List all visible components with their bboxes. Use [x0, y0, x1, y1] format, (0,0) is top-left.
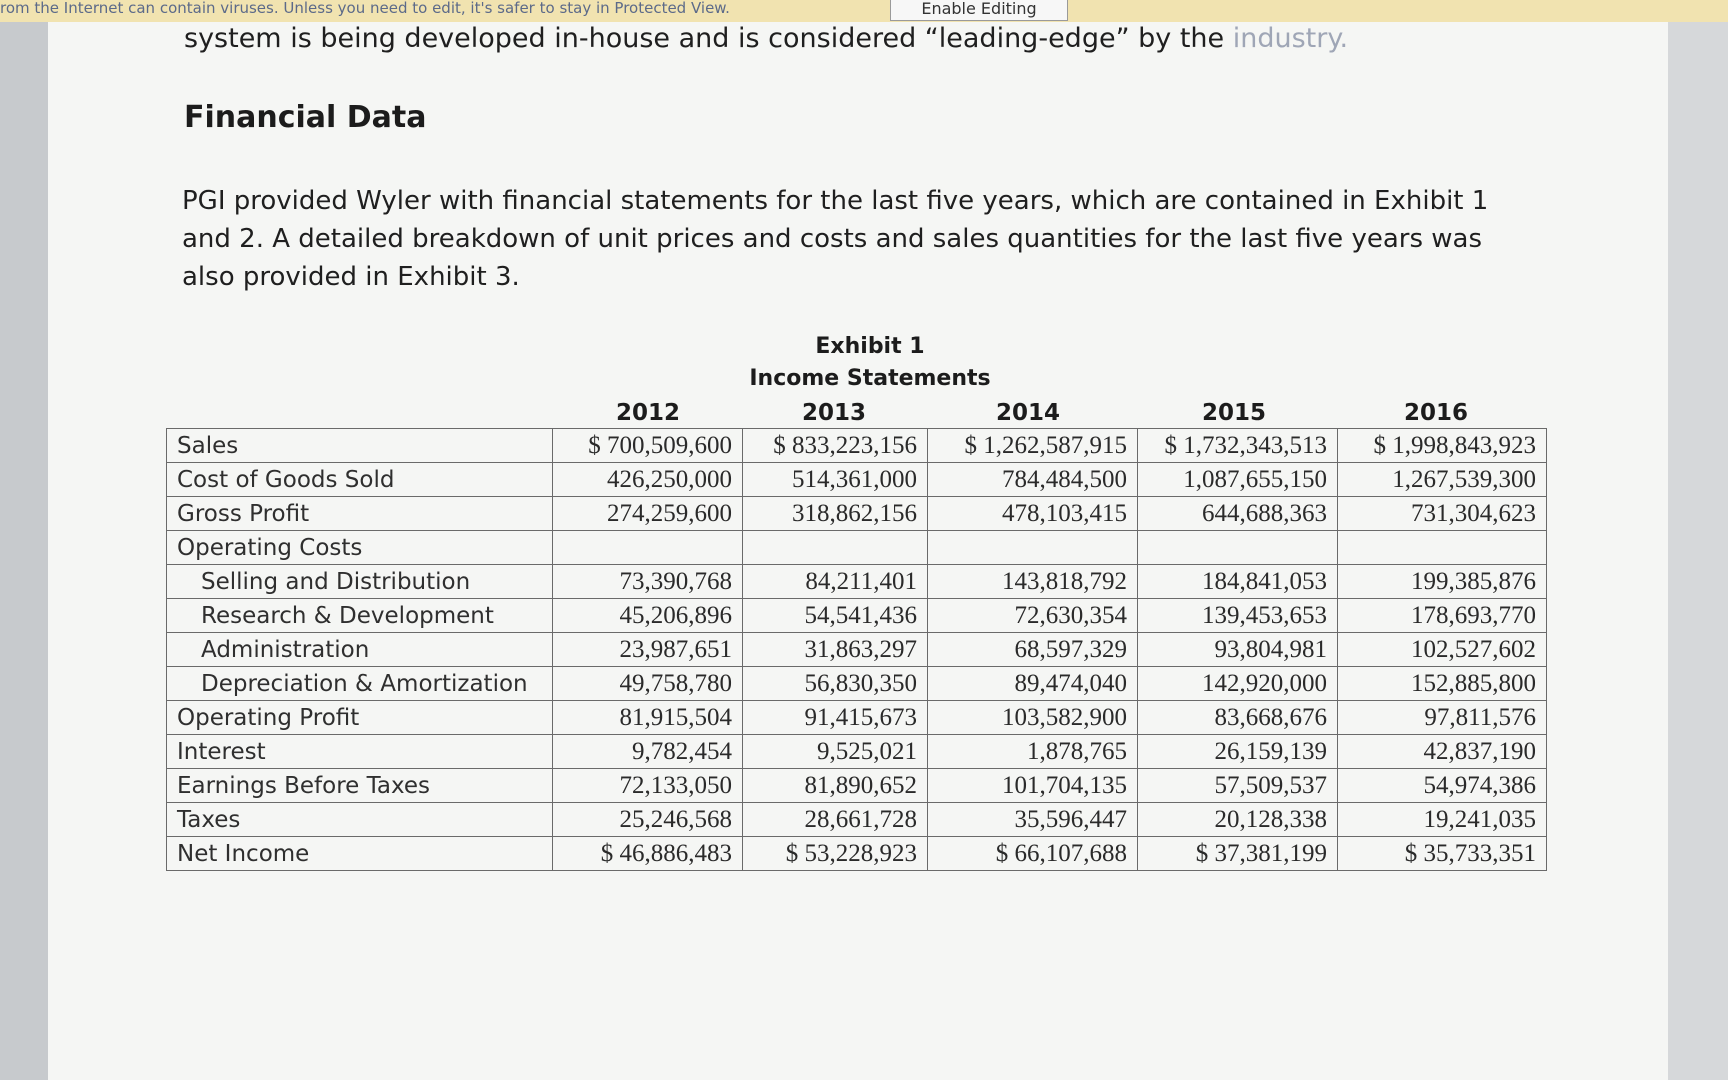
cell-2015: $ 37,381,199	[1138, 837, 1338, 871]
row-label: Selling and Distribution	[167, 565, 553, 599]
cell-2016: 1,267,539,300	[1338, 463, 1547, 497]
cell-2014: 101,704,135	[928, 769, 1138, 803]
cell-2013: $ 833,223,156	[743, 429, 928, 463]
year-header-2014: 2014	[995, 400, 1060, 426]
cell-2014: 478,103,415	[928, 497, 1138, 531]
cell-2012: $ 700,509,600	[553, 429, 743, 463]
cell-2013: 9,525,021	[743, 735, 928, 769]
cell-2014: 784,484,500	[928, 463, 1138, 497]
cell-2012	[553, 531, 743, 565]
protected-view-bar	[0, 0, 1728, 23]
cell-2014: 35,596,447	[928, 803, 1138, 837]
cell-2013: 56,830,350	[743, 667, 928, 701]
row-label: Earnings Before Taxes	[167, 769, 553, 803]
cell-2016: $ 1,998,843,923	[1338, 429, 1547, 463]
cell-2014: $ 1,262,587,915	[928, 429, 1138, 463]
intro-line	[184, 22, 1349, 56]
cell-2012: 9,782,454	[553, 735, 743, 769]
year-header-2012: 2012	[615, 400, 680, 426]
cell-2013: 31,863,297	[743, 633, 928, 667]
exhibit-title: Exhibit 1	[815, 334, 925, 359]
table-row-administration	[167, 633, 1547, 667]
cell-2014: 143,818,792	[928, 565, 1138, 599]
cell-2015: 644,688,363	[1138, 497, 1338, 531]
table-row-selling-distribution	[167, 565, 1547, 599]
cell-2014: 89,474,040	[928, 667, 1138, 701]
cell-2012: 49,758,780	[553, 667, 743, 701]
row-label: Operating Costs	[167, 531, 553, 565]
intro-line-main: system is being developed in-house and is considered “leading-edge” by the	[184, 23, 1233, 54]
cell-2015: 93,804,981	[1138, 633, 1338, 667]
cell-2016: 731,304,623	[1338, 497, 1547, 531]
cell-2015: 142,920,000	[1138, 667, 1338, 701]
cell-2013: 91,415,673	[743, 701, 928, 735]
cell-2012: 81,915,504	[553, 701, 743, 735]
exhibit-subtitle: Income Statements	[749, 366, 991, 391]
cell-2014: 72,630,354	[928, 599, 1138, 633]
cell-2013: 81,890,652	[743, 769, 928, 803]
cell-2015: 26,159,139	[1138, 735, 1338, 769]
table-row-sales	[167, 429, 1547, 463]
table-row-interest	[167, 735, 1547, 769]
cell-2013: 84,211,401	[743, 565, 928, 599]
table-row-operating-profit	[167, 701, 1547, 735]
row-label: Operating Profit	[167, 701, 553, 735]
table-row-research-development	[167, 599, 1547, 633]
cell-2015: 57,509,537	[1138, 769, 1338, 803]
cell-2014: 68,597,329	[928, 633, 1138, 667]
cell-2015: 184,841,053	[1138, 565, 1338, 599]
cell-2016: 42,837,190	[1338, 735, 1547, 769]
cell-2015: $ 1,732,343,513	[1138, 429, 1338, 463]
cell-2016: 54,974,386	[1338, 769, 1547, 803]
cell-2016: 178,693,770	[1338, 599, 1547, 633]
table-row-depreciation-amortization	[167, 667, 1547, 701]
enable-editing-button[interactable]: Enable Editing	[890, 0, 1068, 21]
table-row-earnings-before-taxes	[167, 769, 1547, 803]
cell-2014: 103,582,900	[928, 701, 1138, 735]
year-header-2013: 2013	[801, 400, 866, 426]
row-label: Depreciation & Amortization	[167, 667, 553, 701]
year-header-2015: 2015	[1201, 400, 1266, 426]
cell-2015: 139,453,653	[1138, 599, 1338, 633]
left-margin	[0, 22, 48, 1080]
cell-2014	[928, 531, 1138, 565]
cell-2012: 426,250,000	[553, 463, 743, 497]
row-label: Gross Profit	[167, 497, 553, 531]
row-label: Research & Development	[167, 599, 553, 633]
table-row-net-income	[167, 837, 1547, 871]
cell-2015: 20,128,338	[1138, 803, 1338, 837]
row-label: Net Income	[167, 837, 553, 871]
body-paragraph: PGI provided Wyler with financial statements for the last five years, which are contained in Exhibit 1 and 2. A detailed breakdown of unit prices and costs and sales quantities for the last five years was also provided in Exhibit 3.	[182, 186, 1489, 292]
cell-2016: $ 35,733,351	[1338, 837, 1547, 871]
cell-2012: 23,987,651	[553, 633, 743, 667]
cell-2014: $ 66,107,688	[928, 837, 1138, 871]
table-row-taxes	[167, 803, 1547, 837]
cell-2013	[743, 531, 928, 565]
cell-2013: 514,361,000	[743, 463, 928, 497]
cell-2012: 45,206,896	[553, 599, 743, 633]
cell-2016: 19,241,035	[1338, 803, 1547, 837]
row-label: Taxes	[167, 803, 553, 837]
year-header-2016: 2016	[1403, 400, 1468, 426]
section-heading: Financial Data	[184, 100, 427, 135]
cell-2013: 318,862,156	[743, 497, 928, 531]
cell-2012: 73,390,768	[553, 565, 743, 599]
cell-2016: 199,385,876	[1338, 565, 1547, 599]
cell-2014: 1,878,765	[928, 735, 1138, 769]
row-label: Administration	[167, 633, 553, 667]
intro-line-faded: industry.	[1232, 23, 1349, 54]
cell-2013: 28,661,728	[743, 803, 928, 837]
cell-2016: 97,811,576	[1338, 701, 1547, 735]
table-row-gross-profit	[167, 497, 1547, 531]
table-row-operating-costs	[167, 531, 1547, 565]
cell-2012: 274,259,600	[553, 497, 743, 531]
cell-2012: $ 46,886,483	[553, 837, 743, 871]
cell-2013: $ 53,228,923	[743, 837, 928, 871]
cell-2016: 102,527,602	[1338, 633, 1547, 667]
cell-2015: 83,668,676	[1138, 701, 1338, 735]
protected-view-message: rom the Internet can contain viruses. Unless you need to edit, it's safer to stay in Protected View.	[0, 0, 730, 16]
cell-2013: 54,541,436	[743, 599, 928, 633]
cell-2012: 72,133,050	[553, 769, 743, 803]
cell-2016	[1338, 531, 1547, 565]
cell-2012: 25,246,568	[553, 803, 743, 837]
table-row-cogs	[167, 463, 1547, 497]
income-statement-table	[166, 428, 1547, 871]
cell-2016: 152,885,800	[1338, 667, 1547, 701]
row-label: Sales	[167, 429, 553, 463]
cell-2015	[1138, 531, 1338, 565]
cell-2015: 1,087,655,150	[1138, 463, 1338, 497]
right-margin	[1668, 22, 1728, 1080]
row-label: Interest	[167, 735, 553, 769]
row-label: Cost of Goods Sold	[167, 463, 553, 497]
